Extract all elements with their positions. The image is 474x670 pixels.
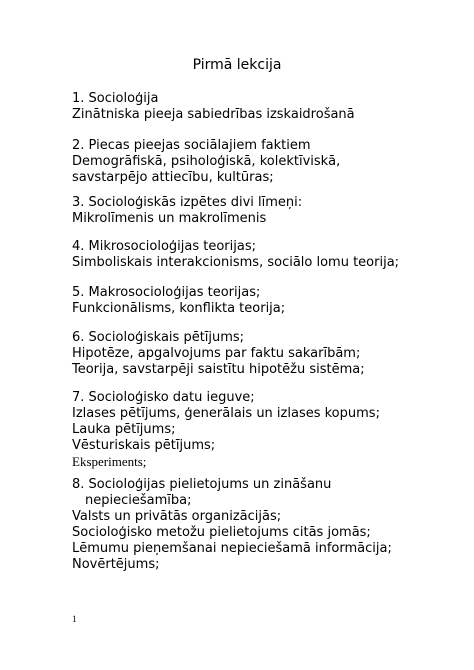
section-line: Izlases pētījums, ģenerālais un izlases kopums; (72, 406, 380, 421)
section-3 (72, 195, 302, 227)
section-line: nepieciešamība; (85, 493, 192, 508)
section-2 (72, 138, 340, 186)
section-line: Vēsturiskais pētījums; (72, 438, 216, 453)
section-heading: 3. Socioloģiskās izpētes divi līmeņi: (72, 195, 303, 210)
section-line: savstarpējo attiecību, kultūras; (72, 170, 274, 185)
section-line: Funkcionālisms, konflikta teorija; (72, 301, 286, 316)
section-line: Eksperiments; (72, 454, 147, 469)
section-5 (72, 285, 285, 317)
section-7 (72, 390, 380, 470)
section-line: Lēmumu pieņemšanai nepieciešamā informācija; (72, 541, 392, 556)
section-line: Teorija, savstarpēji saistītu hipotēžu sistēma; (72, 362, 365, 377)
section-heading: 4. Mikrosocioloģijas teorijas; (72, 239, 256, 254)
section-line: Demogrāfiskā, psiholoģiskā, kolektīviskā, (72, 154, 341, 169)
section-heading: 2. Piecas pieejas sociālajiem faktiem (72, 138, 311, 153)
section-line: Socioloģisko metožu pielietojums citās jomās; (72, 525, 371, 540)
section-line: Simboliskais interakcionisms, sociālo lomu teorija; (72, 255, 400, 270)
section-heading: 7. Socioloģisko datu ieguve; (72, 390, 255, 405)
section-heading: 1. Socioloģija (72, 91, 159, 106)
section-line: Hipotēze, apgalvojums par faktu sakarībām; (72, 346, 361, 361)
section-8 (72, 477, 392, 573)
page-title: Pirmā lekcija (192, 57, 282, 73)
section-heading: 8. Socioloģijas pielietojums un zināšanu (72, 477, 332, 492)
section-1 (72, 91, 355, 123)
section-6 (72, 330, 365, 378)
page-number: 1 (72, 614, 77, 624)
section-heading: 6. Socioloģiskais pētījums; (72, 330, 245, 345)
section-line: Valsts un privātās organizācijās; (72, 509, 282, 524)
section-line: Novērtējums; (72, 557, 160, 572)
section-heading: 5. Makrosocioloģijas teorijas; (72, 285, 261, 300)
section-line: Mikrolīmenis un makrolīmenis (72, 211, 267, 226)
section-4 (72, 239, 399, 271)
section-line: Lauka pētījums; (72, 422, 176, 437)
section-line: Zinātniska pieeja sabiedrības izskaidrošanā (72, 107, 355, 122)
